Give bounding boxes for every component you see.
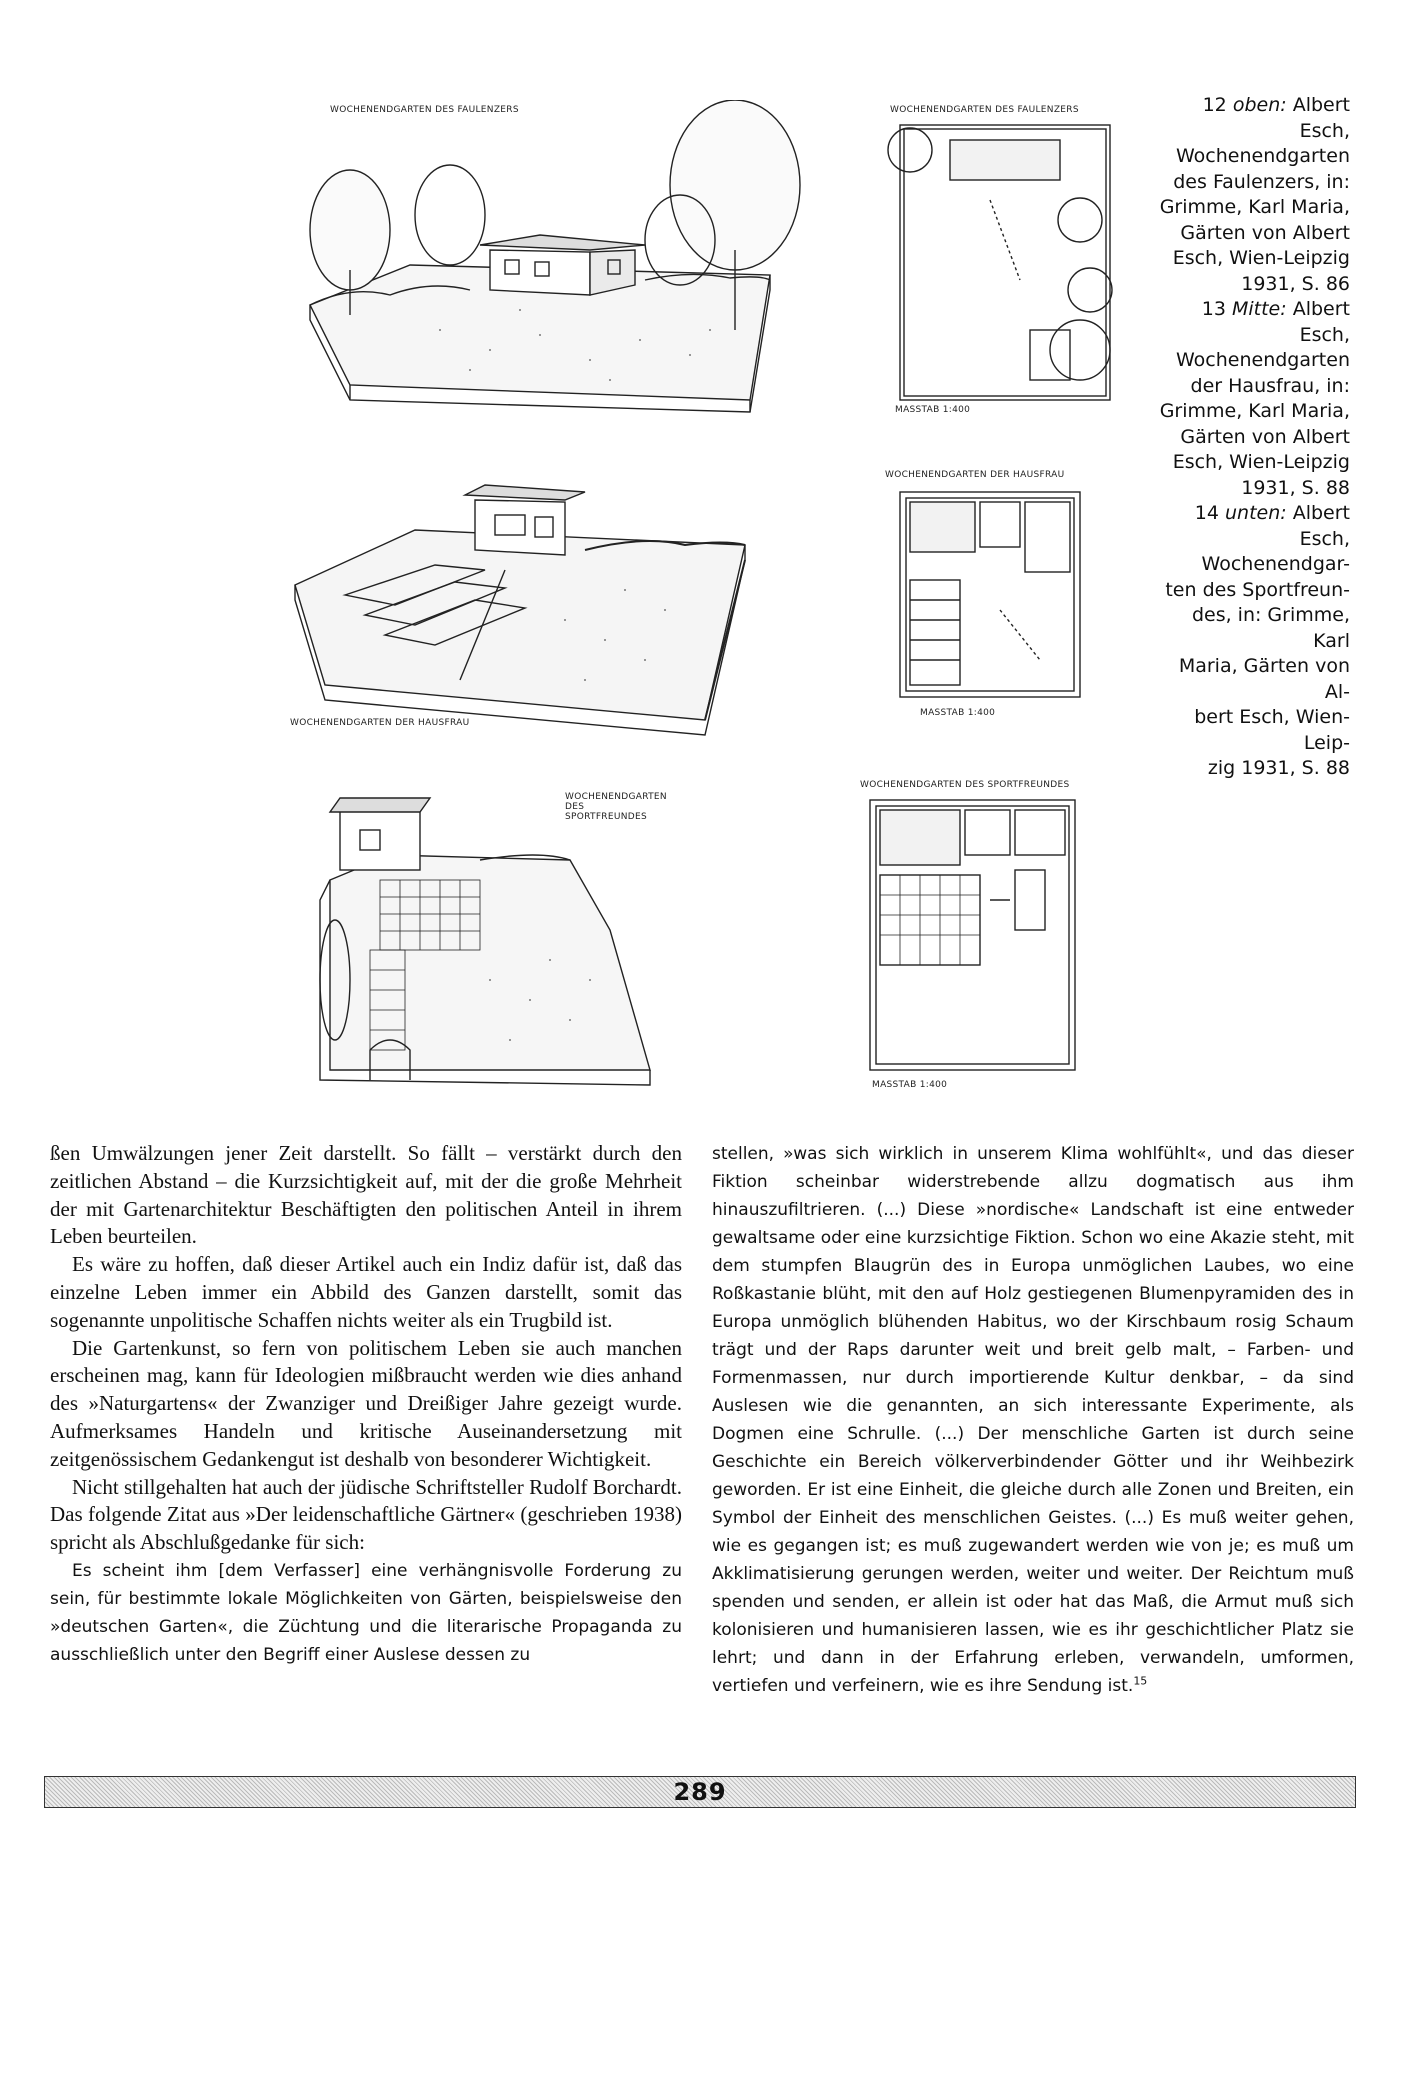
scale-label: MASSTAB 1:400	[920, 708, 996, 718]
figure-label: WOCHENENDGARTEN DES SPORTFREUNDES	[860, 780, 1070, 790]
body-text-right-column	[712, 1140, 1354, 1700]
caption-line: bert Esch, Wien-Leip-	[1194, 706, 1350, 754]
caption-line: Grimme, Karl Maria,	[1159, 196, 1350, 218]
plan-drawing	[880, 100, 1150, 440]
caption-13	[1150, 297, 1350, 501]
paragraph: Es wäre zu hoffen, daß dieser Artikel auch ein Indiz dafür ist, daß das einzelne Leben immer ein Abbild des Ganzen darstellt, somit das sogenannte unpolitische Schaffen nichts weiter als ein Trugbild ist.	[50, 1252, 682, 1332]
caption-number: 12	[1202, 94, 1227, 116]
caption-line: des, in: Grimme, Karl	[1191, 604, 1350, 652]
caption-line: zig 1931, S. 88	[1207, 757, 1350, 779]
caption-line: Albert Esch,	[1292, 298, 1350, 346]
caption-12	[1150, 93, 1350, 297]
quotation: Es scheint ihm [dem Verfasser] eine verhängnisvolle Forderung zu sein, für bestimmte lokale Möglichkeiten von Gärten, beispielsweise den »deutschen Garten«, die Züchtung und die literarische Propaganda zu ausschließlich unter den Begriff einer Auslese dessen zu	[50, 1560, 682, 1665]
figure-label: WOCHENENDGARTEN DES SPORTFREUNDES	[565, 792, 667, 822]
scale-label: MASSTAB 1:400	[872, 1080, 948, 1090]
caption-line: Gärten von Albert	[1180, 425, 1350, 448]
caption-line: der Hausfrau, in:	[1190, 374, 1350, 397]
figure-sportfreund-plan	[860, 780, 1090, 1110]
caption-line: Wochenendgarten	[1175, 349, 1350, 371]
figure-captions	[1150, 93, 1350, 782]
caption-line: Esch, Wien-Leipzig	[1172, 451, 1350, 473]
caption-line: ten des Sportfreun-	[1165, 578, 1350, 601]
caption-line: Maria, Gärten von Al-	[1178, 655, 1350, 703]
figure-label: WOCHENENDGARTEN DES FAULENZERS	[330, 105, 519, 115]
caption-line: Albert	[1292, 502, 1350, 524]
figure-hausfrau-perspective	[285, 470, 755, 740]
caption-line: 1931, S. 86	[1241, 272, 1350, 295]
caption-line: des Faulenzers, in:	[1173, 170, 1350, 193]
caption-position: oben:	[1232, 94, 1287, 116]
scale-label: MASSTAB 1:400	[895, 405, 971, 415]
caption-number: 14	[1194, 502, 1219, 524]
quotation-continued	[712, 1140, 1354, 1700]
caption-14	[1150, 501, 1350, 782]
caption-line: 1931, S. 88	[1241, 476, 1350, 499]
paragraph: Die Gartenkunst, so fern von politischem Leben sie auch manchen erscheinen mag, kann für Ideologien mißbraucht werden wie dies anhand des »Naturgartens« der Zwanziger und Dreißiger Jahre gezeigt wurde. Aufmerksames Handeln und kritische Auseinandersetzung mit zeitgenössischem Gedankengut ist deshalb von besonderer Wichtigkeit.	[50, 1335, 682, 1471]
garden-drawing	[290, 100, 850, 420]
figure-faulenzer-perspective	[290, 100, 850, 420]
caption-line: Wochenendgarten	[1175, 145, 1350, 167]
caption-position: Mitte:	[1231, 298, 1287, 320]
plan-drawing	[880, 470, 1100, 730]
caption-line: Albert Esch,	[1292, 94, 1350, 142]
caption-line: Esch, Wochenendgar-	[1201, 527, 1350, 575]
figure-sportfreund-perspective	[310, 780, 670, 1090]
plan-drawing	[860, 780, 1090, 1110]
garden-drawing	[310, 780, 670, 1090]
footnote-marker: 15	[1133, 1674, 1148, 1688]
body-text-left-column	[50, 1140, 682, 1669]
quotation-text: stellen, »was sich wirklich in unserem Klima wohlfühlt«, und das dieser Fiktion scheinbar widerstrebende allzu dogmatisch aus ihm hinauszufiltrieren. (...) Diese »nordische« Landschaft ist eine entweder gewaltsame oder eine kurzsichtige Fiktion. Schon wo eine Akazie steht, mit dem stumpfen Blaugrün des in Europa unmöglichen Laubes, wo eine Roßkastanie blüht, mit den auf Holz gestiegenen Blumenpyramiden des in Europa unmöglich blühenden Habitus, wo der Kirschbaum rosig Schaum trägt und der Raps darunter weit und breit gelb malt, – Farben- und Formenmassen, nur durch importierende Kultur denkbar, – da sind Auslesen wie die genannten, an sich interessante Experimente, als Dogmen eine Schrulle. (...) Der menschliche Garten ist durch seine Geschichte ein Bereich völkerverbindender Götter und ihr Weihbezirk geworden. Er ist eine Einheit, die gleiche durch alle Zonen und Breiten, ein Symbol der Einheit des menschlichen Geistes. (...) Es muß weiter gehen, wie es gegangen ist; es muß zugewandert werden wie von je; es muß um Akklimatisierung gerungen werden, weiter und weiter. Der Reichtum muß spenden und senden, er allein ist oder hat das Maß, die Armut muß sich kolonisieren und humanisieren lassen, wie es ihr geschichtlicher Platz sie lehrt; und dann in der Erfahrung erleben, verwandeln, umformen, vertiefen und verfeinern, wie es ihre Sendung ist.	[712, 1144, 1354, 1696]
figure-label: WOCHENENDGARTEN DES FAULENZERS	[890, 105, 1079, 115]
figure-label: WOCHENENDGARTEN DER HAUSFRAU	[885, 470, 1065, 480]
footer-bar	[44, 1776, 1356, 1808]
caption-line: Esch, Wien-Leipzig	[1172, 247, 1350, 269]
figure-label: WOCHENENDGARTEN DER HAUSFRAU	[290, 718, 470, 728]
caption-number: 13	[1201, 298, 1226, 320]
caption-line: Gärten von Albert	[1180, 221, 1350, 244]
garden-drawing	[285, 470, 755, 740]
caption-line: Grimme, Karl Maria,	[1159, 400, 1350, 422]
figure-faulenzer-plan	[880, 100, 1150, 440]
caption-position: unten:	[1224, 502, 1287, 524]
paragraph: Nicht stillgehalten hat auch der jüdische Schriftsteller Rudolf Borchardt. Das folgende Zitat aus »Der leidenschaftliche Gärtner« (geschrieben 1938) spricht als Abschlußgedanke für sich:	[50, 1474, 682, 1555]
figure-hausfrau-plan	[880, 470, 1100, 730]
paragraph: ßen Umwälzungen jener Zeit darstellt. So fällt – verstärkt durch den zeitlichen Abstand – die Kurzsichtigkeit auf, mit der die große Mehrheit der mit Gartenarchitektur Beschäftigten den politischen Anteil in ihrem Leben beurteilen.	[50, 1141, 682, 1249]
page-number: 289	[673, 1778, 727, 1806]
